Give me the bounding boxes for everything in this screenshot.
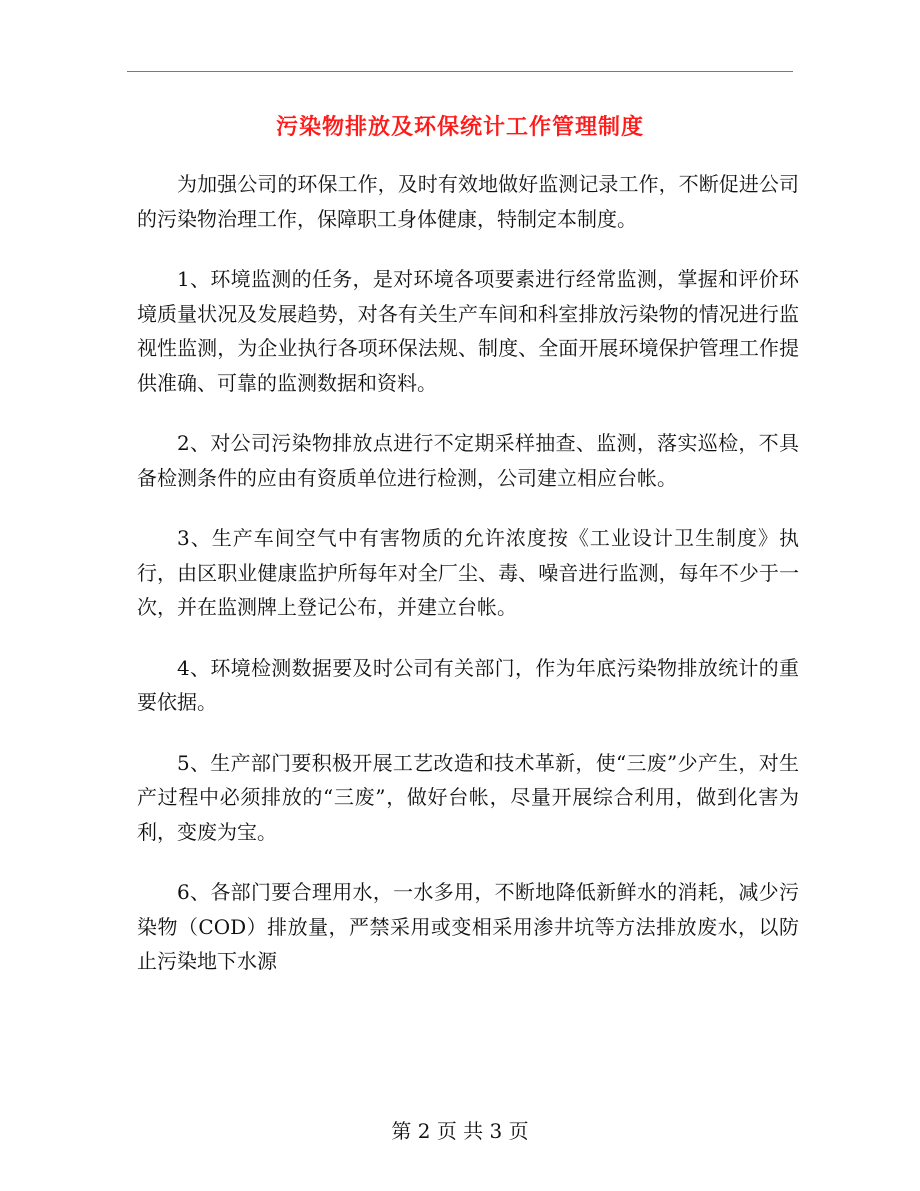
- paragraph-intro: 为加强公司的环保工作，及时有效地做好监测记录工作，不断促进公司的污染物治理工作，保障职工身体健康，特制定本制度。: [137, 172, 799, 231]
- header-rule: [127, 71, 793, 72]
- paragraph-item-4: 4、环境检测数据要及时公司有关部门，作为年底污染物排放统计的重要依据。: [137, 655, 799, 714]
- document-body: [137, 167, 799, 1005]
- page-number-footer: 第 2 页 共 3 页: [391, 1119, 529, 1143]
- paragraph-item-3: 3、生产车间空气中有害物质的允许浓度按《工业设计卫生制度》执行，由区职业健康监护所每年对全厂尘、毒、噪音进行监测，每年不少于一次，并在监测牌上登记公布，并建立台帐。: [137, 526, 799, 619]
- paragraph-item-2: 2、对公司污染物排放点进行不定期采样抽查、监测，落实巡检，不具备检测条件的应由有资质单位进行检测，公司建立相应台帐。: [137, 431, 799, 490]
- paragraph-item-5: 5、生产部门要积极开展工艺改造和技术革新，使“三废”少产生，对生产过程中必须排放的“三废”，做好台帐，尽量开展综合利用，做到化害为利，变废为宝。: [137, 750, 799, 844]
- paragraph-item-1: 1、环境监测的任务，是对环境各项要素进行经常监测，掌握和评价环境质量状况及发展趋势，对各有关生产车间和科室排放污染物的情况进行监视性监测，为企业执行各项环保法规、制度、全面开展环境保护管理工作提供准确、可靠的监测数据和资料。: [137, 267, 799, 395]
- document-title: 污染物排放及环保统计工作管理制度: [275, 114, 644, 140]
- paragraph-item-6: 6、各部门要合理用水，一水多用，不断地降低新鲜水的消耗，减少污染物（COD）排放量，严禁采用或变相采用渗井坑等方法排放废水，以防止污染地下水源: [137, 880, 799, 973]
